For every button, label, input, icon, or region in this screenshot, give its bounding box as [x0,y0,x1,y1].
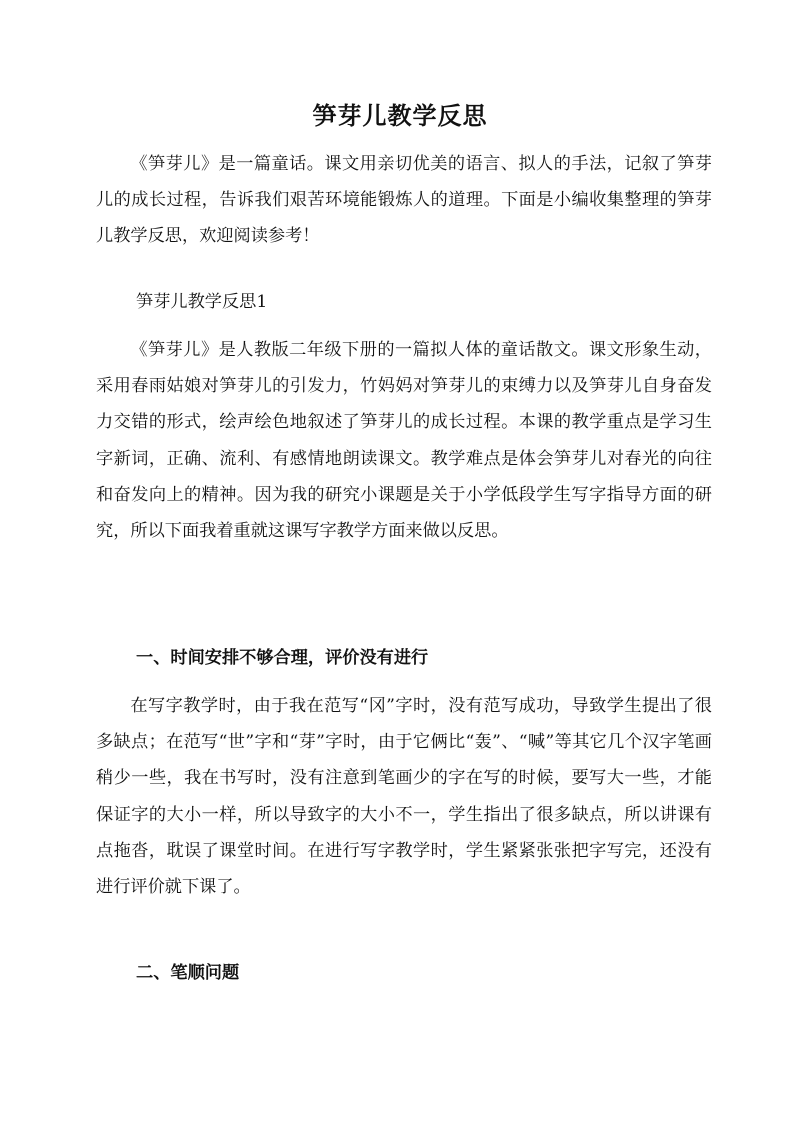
subheading-stroke-order: 二、笔顺问题 [136,963,240,983]
section-1-paragraph: 《笋芽儿》是人教版二年级下册的一篇拟人体的童话散文。课文形象生动，采用春雨姑娘对笋芽儿的引发力，竹妈妈对笋芽儿的束缚力以及笋芽儿自身奋发力交错的形式，绘声绘色地叙述了笋芽儿的成长过程。本课的教学重点是学习生字新词，正确、流利、有感情地朗读课文。教学难点是体会笋芽儿对春光的向往和奋发向上的精神。因为我的研究小课题是关于小学低段学生写字指导方面的研究，所以下面我着重就这课写字教学方面来做以反思。 [96,340,712,542]
subheading-time-arrangement: 一、时间安排不够合理，评价没有进行 [136,648,429,668]
document-title: 笋芽儿教学反思 [312,101,488,130]
section-1-heading: 笋芽儿教学反思1 [136,292,268,312]
subheading-1-paragraph: 在写字教学时，由于我在范写“冈”字时，没有范写成功，导致学生提出了很多缺点；在范写“世”字和“芽”字时，由于它俩比“轰”、“喊”等其它几个汉字笔画稍少一些，我在书写时，没有注意到笔画少的字在写的时候，要写大一些，才能保证字的大小一样，所以导致字的大小不一，学生指出了很多缺点，所以讲课有点拖沓，耽误了课堂时间。在进行写字教学时，学生紧紧张张把字写完，还没有进行评价就下课了。 [96,696,712,898]
intro-paragraph: 《笋芽儿》是一篇童话。课文用亲切优美的语言、拟人的手法，记叙了笋芽儿的成长过程，告诉我们艰苦环境能锻炼人的道理。下面是小编收集整理的笋芽儿教学反思，欢迎阅读参考！ [96,154,712,247]
